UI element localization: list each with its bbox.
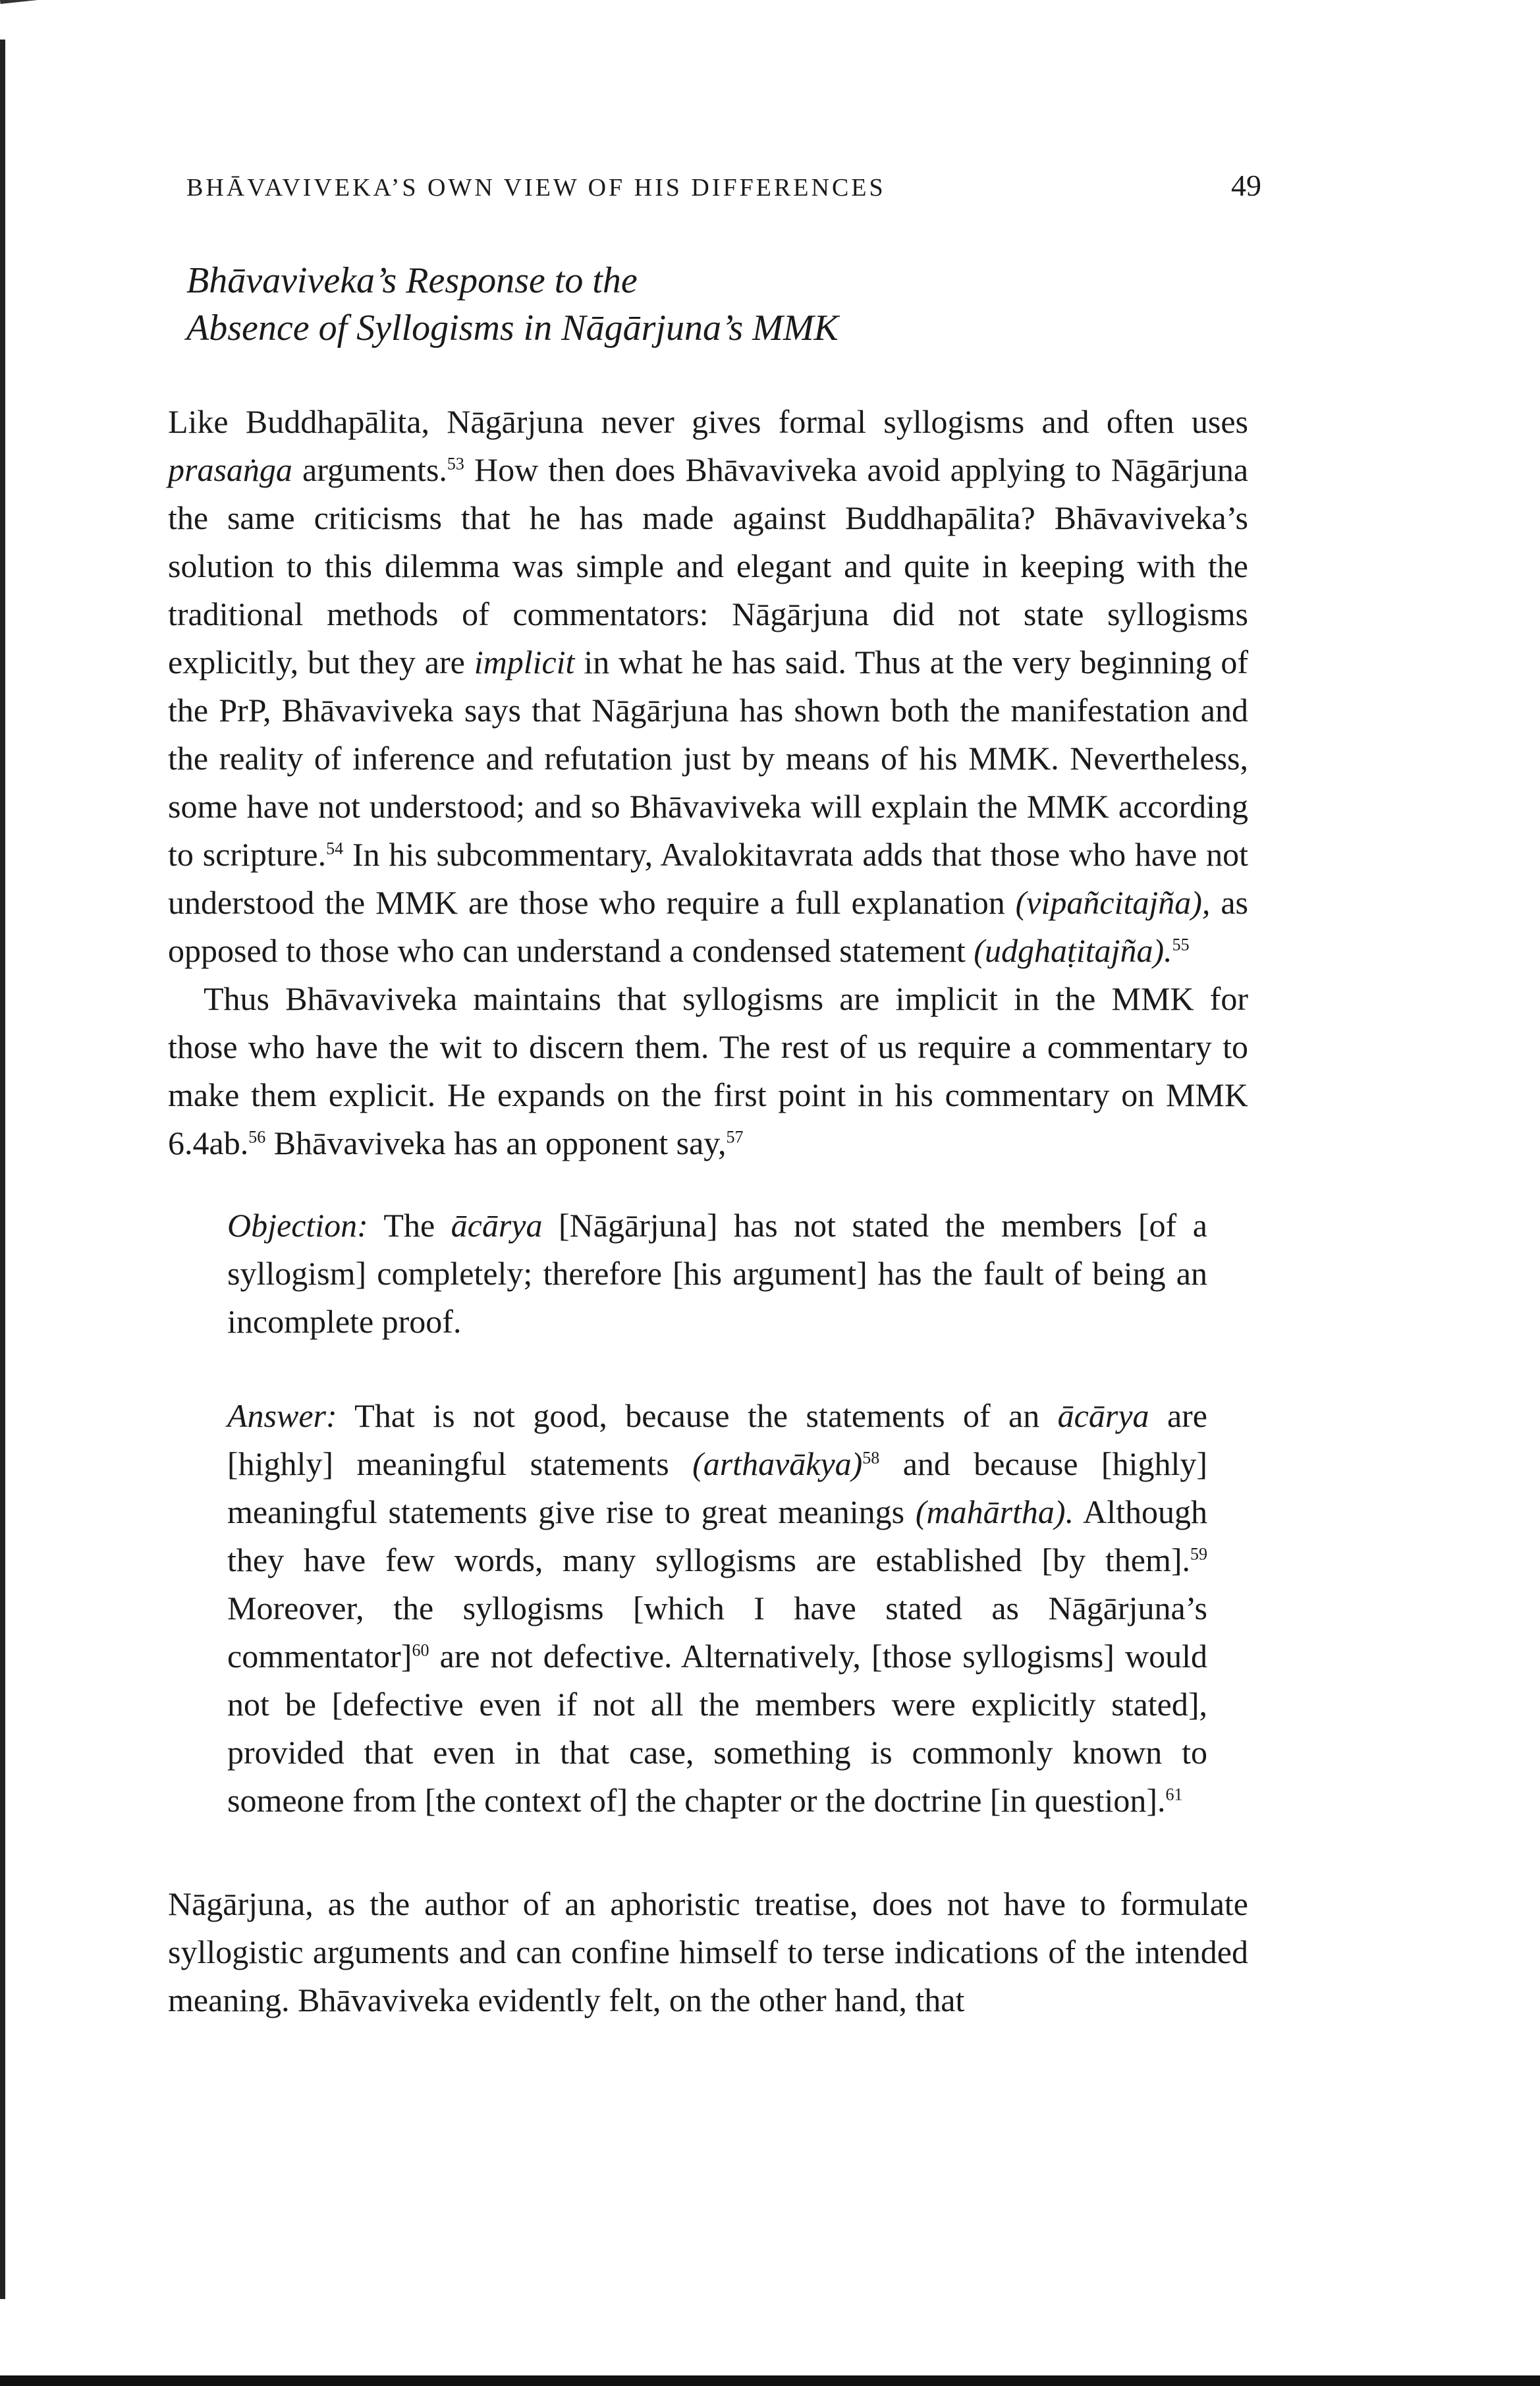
text-run: Like Buddhapālita, Nāgārjuna never gives formal syllogisms and often uses — [168, 403, 1248, 440]
text-run: The — [368, 1207, 451, 1244]
book-page — [168, 168, 1261, 2024]
paragraph-3: Nāgārjuna, as the author of an aphoristic treatise, does not have to formulate syllogistic arguments and can confine himself to terse indications of the intended meaning. Bhāvaviveka evidently felt, on the other hand, that — [168, 1885, 1248, 2018]
block-quote — [227, 1202, 1207, 1825]
text-run: are [highly] meaningful statements — [227, 1397, 1207, 1482]
paragraph-2 — [168, 975, 1248, 1167]
text-run: as opposed to those who can understand a condensed statement — [168, 884, 1248, 969]
running-head — [168, 168, 1261, 214]
text-run: How then does Bhāvaviveka avoid applying to Nāgārjuna the same criticisms that he has made against Buddhapālita? Bhāvaviveka’s solution to this dilemma was simple and elegant and quite in keeping with the traditional methods of commentators: Nāgārjuna did not state syllogisms explicitly, but they are — [168, 451, 1249, 680]
text-run: In his subcommentary, Avalokitavrata adds that those who have not understood the MMK are those who require a full explanation — [168, 836, 1248, 921]
quote-objection — [227, 1202, 1207, 1346]
italic-term: ācārya — [451, 1207, 543, 1244]
body-text — [168, 398, 1248, 1167]
footnote-ref-56: 56 — [248, 1127, 266, 1147]
text-run: Thus Bhāvaviveka maintains that syllogisms are implicit in the MMK for those who have the wit to discern them. The rest of us require a commentary to make them explicit. He expands on the first point in his commentary on MMK 6.4ab. — [168, 980, 1248, 1161]
paragraph-1 — [168, 398, 1248, 975]
italic-term: (arthavākya) — [692, 1445, 863, 1482]
text-run: [Nāgārjuna] has not stated the members [of a syllogism] completely; therefore [his argument] has the fault of being an incomplete proof. — [227, 1207, 1207, 1340]
italic-term: (mahārtha). — [915, 1493, 1074, 1530]
text-run: Moreover, the syllogisms [which I have stated as Nāgārjuna’s commentator] — [227, 1590, 1207, 1675]
text-run: Bhāvaviveka has an opponent say, — [265, 1124, 727, 1161]
answer-label: Answer: — [227, 1397, 337, 1434]
objection-label: Objection: — [227, 1207, 368, 1244]
after-quote-text — [168, 1880, 1248, 2024]
page-number: 49 — [1231, 169, 1261, 202]
footnote-ref-54: 54 — [326, 839, 344, 858]
italic-term: (vipañcitajña), — [1015, 884, 1211, 921]
scan-edge-top — [0, 0, 40, 4]
scan-edge-bottom — [0, 2375, 1540, 2386]
section-heading-line-2: Absence of Syllogisms in Nāgārjuna’s MMK — [186, 308, 839, 348]
text-run: are not defective. Alternatively, [those syllogisms] would not be [defective even if not all the members were explicitly stated], provided that even in that case, something is commonly known to someone from [the context of] the chapter or the doctrine [in question]. — [227, 1638, 1207, 1819]
quote-answer — [227, 1392, 1207, 1825]
italic-term: (udghaṭitajña). — [974, 932, 1172, 969]
text-run: Although they have few words, many syllogisms are established [by them]. — [227, 1493, 1207, 1578]
text-run: in what he has said. Thus at the very beginning of the PrP, Bhāvaviveka says that Nāgārjuna has shown both the manifestation and the reality of inference and refutation just by means of his MMK. Nevertheless, some have not understood; and so Bhāvaviveka will explain the MMK according to scripture. — [168, 644, 1248, 873]
section-heading-line-1: Bhāvaviveka’s Response to the — [186, 260, 638, 301]
italic-term: implicit — [474, 644, 575, 680]
footnote-ref-60: 60 — [412, 1640, 429, 1660]
footnote-ref-53: 53 — [447, 454, 464, 474]
footnote-ref-59: 59 — [1190, 1544, 1207, 1564]
running-head-title: BHĀVAVIVEKA’S OWN VIEW OF HIS DIFFERENCES — [186, 174, 886, 202]
section-heading — [186, 257, 1248, 352]
text-run: arguments. — [292, 451, 447, 488]
text-run: That is not good, because the statements of an — [337, 1397, 1058, 1434]
footnote-ref-58: 58 — [862, 1448, 880, 1468]
italic-term: prasaṅga — [168, 451, 292, 488]
italic-term: ācārya — [1057, 1397, 1149, 1434]
text-run: and because [highly] meaningful statements give rise to great meanings — [227, 1445, 1207, 1530]
footnote-ref-57: 57 — [726, 1127, 744, 1147]
scan-edge-left — [0, 40, 5, 2299]
footnote-ref-61: 61 — [1165, 1785, 1183, 1804]
footnote-ref-55: 55 — [1172, 935, 1190, 955]
